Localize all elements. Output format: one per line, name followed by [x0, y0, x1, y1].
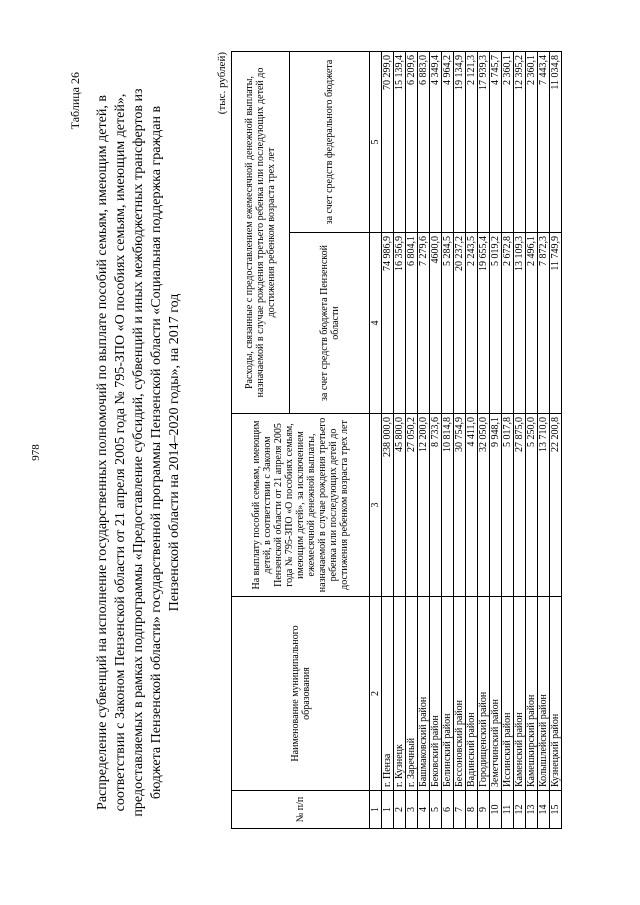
colnum-3: 3 [370, 414, 382, 597]
row-col4: 2 672,8 [502, 233, 514, 414]
row-number: 9 [478, 791, 490, 829]
units-label: (тыс. рублей) [216, 52, 228, 115]
header-name: Наименование муниципального образования [232, 597, 370, 791]
row-number: 6 [442, 791, 454, 829]
table-row [526, 51, 538, 828]
row-col3: 5 250,0 [526, 414, 538, 597]
table-row [550, 51, 562, 828]
row-col5: 4 349,4 [430, 51, 442, 232]
row-number: 2 [394, 791, 406, 829]
row-number: 7 [454, 791, 466, 829]
row-col3: 27 875,0 [514, 414, 526, 597]
row-number: 12 [514, 791, 526, 829]
row-number: 3 [406, 791, 418, 829]
table-body [382, 51, 562, 828]
row-col4: 7 279,6 [418, 233, 430, 414]
row-col5: 6 883,0 [418, 51, 430, 232]
row-name: Бековский район [430, 597, 442, 791]
row-col4: 6 804,1 [406, 233, 418, 414]
row-number: 5 [430, 791, 442, 829]
row-col5: 15 139,4 [394, 51, 406, 232]
row-col4: 11 749,9 [550, 233, 562, 414]
row-col5: 19 134,9 [454, 51, 466, 232]
row-name: Городищенский район [478, 597, 490, 791]
row-col4: 7 872,3 [538, 233, 550, 414]
header-group: Расходы, связанные с предоставлением ежемесячной денежной выплаты, назначаемой в случае рождения третьего ребенка или последующих детей до достижения ребенком возраста трех лет [232, 51, 290, 413]
row-col3: 9 948,1 [490, 414, 502, 597]
row-name: г. Кузнецк [394, 597, 406, 791]
row-col5: 11 034,8 [550, 51, 562, 232]
row-col3: 45 800,0 [394, 414, 406, 597]
table-row [394, 51, 406, 828]
header-col3: На выплату пособий семьям, имеющим детей, в соответствии с Законом Пензенской области от 21 апреля 2005 года № 795-ЗПО «О пособиях семьям, имеющим детей», за исключением ежемесячной денежной выплаты, назначаемой в случае рождения третьего ребенка или последующих детей до достижения ребенком возраста трех лет [232, 414, 370, 597]
row-col4: 5 019,2 [490, 233, 502, 414]
row-name: г. Заречный [406, 597, 418, 791]
row-col4: 5 284,5 [442, 233, 454, 414]
row-col3: 238 000,0 [382, 414, 394, 597]
row-number: 11 [502, 791, 514, 829]
row-number: 15 [550, 791, 562, 829]
row-col3: 5 017,8 [502, 414, 514, 597]
document-title: Распределение субвенций на исполнение государственных полномочий по выплате пособий семьям, имеющим детей, в соответствии с Законом Пензенской области от 21 апреля 2005 года № 795-ЗПО «О пособиях семьям, имеющим детей», предоставляемых в рамках подпрограммы «Предоставление субсидий, субвенций и иных межбюджетных трансфертов из бюджета Пензенской области» государственной программы Пензенской области «Социальная поддержка граждан в Пензенской области на 2014–2020 годы», на 2017 год [95, 88, 182, 817]
row-name: Белинский район [442, 597, 454, 791]
row-col3: 22 200,8 [550, 414, 562, 597]
table-row [406, 51, 418, 828]
table-row [478, 51, 490, 828]
row-number: 8 [466, 791, 478, 829]
row-col5: 70 299,0 [382, 51, 394, 232]
row-name: г. Пенза [382, 597, 394, 791]
row-col3: 4 411,0 [466, 414, 478, 597]
colnum-4: 4 [370, 233, 382, 414]
header-col4: за счет средств бюджета Пензенской области [290, 233, 370, 414]
table-row [538, 51, 550, 828]
table-row [490, 51, 502, 828]
row-col5: 17 939,3 [478, 51, 490, 232]
table-row [466, 51, 478, 828]
row-col5: 6 209,6 [406, 51, 418, 232]
row-col3: 30 754,9 [454, 414, 466, 597]
row-number: 13 [526, 791, 538, 829]
row-col3: 27 050,2 [406, 414, 418, 597]
table-row [382, 51, 394, 828]
colnum-5: 5 [370, 51, 382, 232]
row-name: Вадинский район [466, 597, 478, 791]
row-number: 10 [490, 791, 502, 829]
table-row [418, 51, 430, 828]
table-row [430, 51, 442, 828]
table-row [454, 51, 466, 828]
header-col5: за счет средств федерального бюджета [290, 51, 370, 232]
row-col4: 16 356,9 [394, 233, 406, 414]
row-col4: 74 986,9 [382, 233, 394, 414]
row-col4: 19 655,4 [478, 233, 490, 414]
row-col3: 32 050,0 [478, 414, 490, 597]
row-name: Кузнецкий район [550, 597, 562, 791]
row-col4: 2 243,5 [466, 233, 478, 414]
table-row [502, 51, 514, 828]
row-col5: 7 443,4 [538, 51, 550, 232]
row-col5: 2 360,1 [502, 51, 514, 232]
row-number: 14 [538, 791, 550, 829]
colnum-1: 1 [370, 791, 382, 829]
row-name: Колышлейский район [538, 597, 550, 791]
table-row [514, 51, 526, 828]
subvention-table [231, 51, 562, 829]
row-col5: 4 745,7 [490, 51, 502, 232]
colnum-2: 2 [370, 597, 382, 791]
row-col5: 2 360,1 [526, 51, 538, 232]
row-col4: 4600,0 [430, 233, 442, 414]
row-col4: 2 496,1 [526, 233, 538, 414]
row-name: Земетчинский район [490, 597, 502, 791]
row-name: Камешкирский район [526, 597, 538, 791]
row-col3: 13 710,0 [538, 414, 550, 597]
row-number: 1 [382, 791, 394, 829]
row-name: Башмаковский район [418, 597, 430, 791]
table-label: Таблица 26 [68, 72, 82, 130]
row-name: Каменский район [514, 597, 526, 791]
row-col5: 4 964,2 [442, 51, 454, 232]
page-number: 978 [30, 444, 42, 461]
row-col4: 20 237,2 [454, 233, 466, 414]
row-number: 4 [418, 791, 430, 829]
row-col3: 10 814,8 [442, 414, 454, 597]
row-name: Иссинский район [502, 597, 514, 791]
row-name: Бессоновский район [454, 597, 466, 791]
row-col5: 12 395,2 [514, 51, 526, 232]
row-col4: 13 109,3 [514, 233, 526, 414]
header-num: № п/п [232, 791, 370, 829]
table-row [442, 51, 454, 828]
row-col5: 2 121,3 [466, 51, 478, 232]
row-col3: 8 733,6 [430, 414, 442, 597]
row-col3: 12 200,0 [418, 414, 430, 597]
